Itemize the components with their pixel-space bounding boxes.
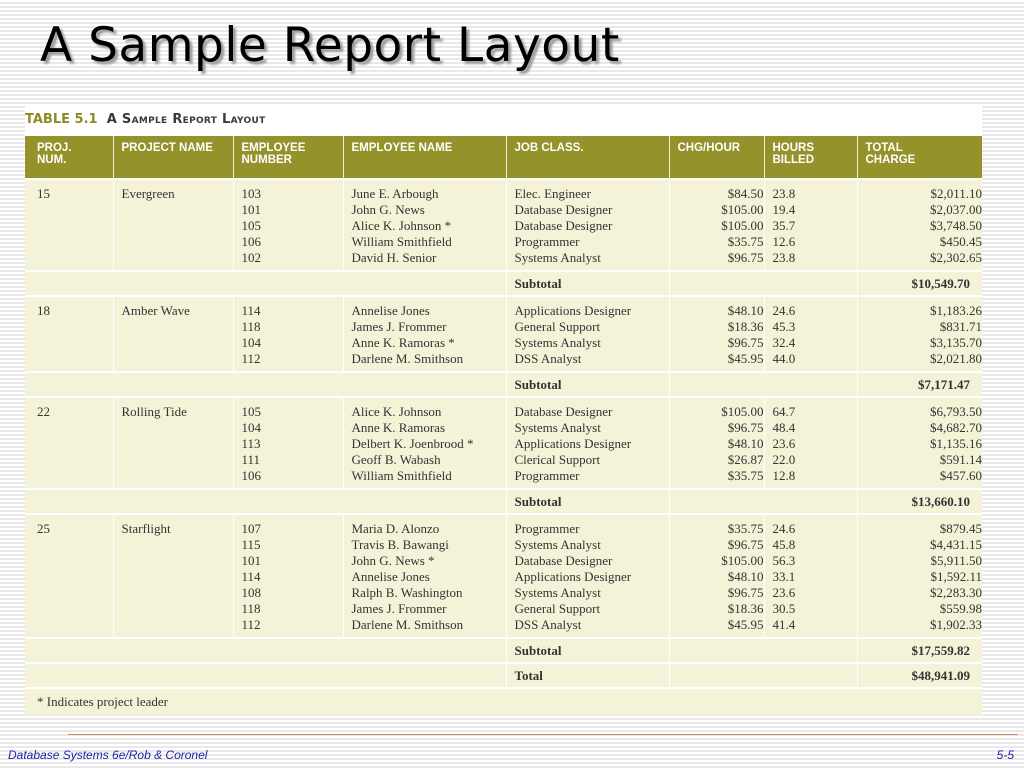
table-caption-label: TABLE 5.1 [25, 112, 98, 127]
hours-billed: 23.8 [772, 250, 796, 265]
project-name-cell [113, 397, 233, 489]
column-header-line: BILLED [772, 154, 815, 166]
job-class: Programmer [514, 521, 580, 536]
project-number-cell [25, 296, 113, 372]
charge-per-hour: $45.95 [727, 617, 764, 632]
employee-number: 106 [241, 468, 261, 483]
footer-divider [68, 734, 1018, 735]
subtotal-spacer [669, 489, 857, 514]
table-row [25, 397, 982, 489]
hours-billed: 56.3 [772, 553, 796, 568]
employee-name: Travis B. Bawangi [351, 537, 449, 552]
employee-name: Delbert K. Joenbrood * [351, 436, 474, 451]
report-table [25, 136, 982, 715]
employee-number: 106 [241, 234, 261, 249]
employee-name: David H. Senior [351, 250, 437, 265]
hours-billed: 30.5 [772, 601, 796, 616]
employee-name-cell [343, 179, 506, 271]
footnote-row [25, 688, 982, 715]
hours-billed: 44.0 [772, 351, 796, 366]
column-header [233, 136, 343, 179]
subtotal-value: $13,660.10 [857, 489, 982, 514]
hours-billed: 24.6 [772, 303, 796, 318]
charge-per-hour-cell [669, 514, 764, 638]
subtotal-spacer [25, 372, 506, 397]
job-class: Systems Analyst [514, 585, 601, 600]
employee-name: William Smithfield [351, 234, 452, 249]
total-charge: $450.45 [939, 234, 982, 249]
project-number: 22 [37, 404, 50, 419]
total-charge: $2,011.10 [930, 186, 982, 201]
charge-per-hour: $18.36 [727, 601, 764, 616]
employee-name: Alice K. Johnson * [351, 218, 452, 233]
subtotal-label: Subtotal [506, 638, 669, 663]
table-header [25, 136, 982, 179]
charge-per-hour: $35.75 [727, 521, 764, 536]
job-class-cell [506, 179, 669, 271]
total-charge-cell [857, 179, 982, 271]
charge-per-hour: $96.75 [727, 537, 764, 552]
charge-per-hour: $96.75 [727, 420, 764, 435]
job-class: Database Designer [514, 553, 613, 568]
charge-per-hour: $96.75 [727, 335, 764, 350]
footnote: * Indicates project leader [25, 688, 982, 715]
column-header-line: PROJECT NAME [121, 142, 213, 154]
job-class-cell [506, 397, 669, 489]
job-class: Systems Analyst [514, 420, 601, 435]
hours-billed: 19.4 [772, 202, 796, 217]
job-class: Database Designer [514, 202, 613, 217]
charge-per-hour: $18.36 [727, 319, 764, 334]
column-header-line: HOURS [772, 142, 815, 154]
charge-per-hour: $84.50 [727, 186, 764, 201]
column-header-line: CHARGE [865, 154, 916, 166]
grand-total-row [25, 663, 982, 688]
employee-name-cell [343, 514, 506, 638]
table-row [25, 296, 982, 372]
hours-billed: 23.8 [772, 186, 796, 201]
project-number: 25 [37, 521, 50, 536]
employee-name: Geoff B. Wabash [351, 452, 441, 467]
charge-per-hour: $48.10 [727, 436, 764, 451]
job-class-cell [506, 296, 669, 372]
employee-number: 113 [241, 436, 261, 451]
total-charge: $4,431.15 [930, 537, 982, 552]
hours-billed: 41.4 [772, 617, 796, 632]
hours-billed: 22.0 [772, 452, 796, 467]
column-header [764, 136, 857, 179]
column-header [343, 136, 506, 179]
job-class: Database Designer [514, 218, 613, 233]
job-class: Systems Analyst [514, 335, 601, 350]
total-charge-cell [857, 296, 982, 372]
total-charge: $879.45 [939, 521, 982, 536]
charge-per-hour: $45.95 [727, 351, 764, 366]
table-caption [25, 109, 266, 129]
subtotal-label: Subtotal [506, 372, 669, 397]
employee-number-cell [233, 296, 343, 372]
employee-number: 111 [241, 452, 261, 467]
employee-name: James J. Frommer [351, 601, 447, 616]
total-spacer [25, 663, 506, 688]
table-row [25, 179, 982, 271]
project-group [25, 397, 982, 514]
employee-number: 114 [241, 303, 261, 318]
subtotal-value: $7,171.47 [857, 372, 982, 397]
employee-name: Annelise Jones [351, 303, 430, 318]
total-charge: $1,902.33 [930, 617, 982, 632]
project-name-cell [113, 296, 233, 372]
employee-name: John G. News [351, 202, 425, 217]
project-group [25, 179, 982, 296]
employee-number: 105 [241, 218, 261, 233]
charge-per-hour: $96.75 [727, 585, 764, 600]
project-name-cell [113, 179, 233, 271]
job-class: Clerical Support [514, 452, 601, 467]
employee-name: Annelise Jones [351, 569, 430, 584]
charge-per-hour: $96.75 [727, 250, 764, 265]
charge-per-hour: $48.10 [727, 303, 764, 318]
project-number: 18 [37, 303, 50, 318]
project-name: Amber Wave [121, 303, 190, 318]
employee-number: 112 [241, 617, 261, 632]
job-class: DSS Analyst [514, 351, 582, 366]
column-header-line: NUMBER [241, 154, 292, 166]
job-class-cell [506, 514, 669, 638]
job-class: Elec. Engineer [514, 186, 592, 201]
project-name: Evergreen [121, 186, 175, 201]
employee-number: 118 [241, 319, 261, 334]
total-charge: $559.98 [939, 601, 982, 616]
charge-per-hour: $48.10 [727, 569, 764, 584]
charge-per-hour: $105.00 [721, 202, 764, 217]
employee-name: John G. News * [351, 553, 435, 568]
job-class: General Support [514, 319, 601, 334]
project-group [25, 296, 982, 397]
project-name-cell [113, 514, 233, 638]
project-number-cell [25, 514, 113, 638]
charge-per-hour-cell [669, 397, 764, 489]
subtotal-row [25, 372, 982, 397]
total-charge: $5,911.50 [930, 553, 982, 568]
project-number-cell [25, 179, 113, 271]
subtotal-row [25, 271, 982, 296]
employee-number: 108 [241, 585, 261, 600]
column-header [857, 136, 982, 179]
project-group [25, 514, 982, 715]
total-charge: $831.71 [939, 319, 982, 334]
employee-number-cell [233, 179, 343, 271]
employee-name: Alice K. Johnson [351, 404, 442, 419]
subtotal-spacer [669, 271, 857, 296]
total-charge: $3,135.70 [930, 335, 982, 350]
column-header-line: PROJ. [37, 142, 72, 154]
project-name: Rolling Tide [121, 404, 187, 419]
hours-billed: 23.6 [772, 436, 796, 451]
employee-number: 118 [241, 601, 261, 616]
column-header-line: JOB CLASS. [514, 142, 584, 154]
subtotal-value: $17,559.82 [857, 638, 982, 663]
column-header [113, 136, 233, 179]
employee-number: 104 [241, 420, 261, 435]
hours-billed: 32.4 [772, 335, 796, 350]
hours-billed: 12.8 [772, 468, 796, 483]
total-charge: $1,592.11 [930, 569, 982, 584]
employee-name: Anne K. Ramoras * [351, 335, 455, 350]
charge-per-hour-cell [669, 296, 764, 372]
employee-name: June E. Arbough [351, 186, 439, 201]
project-name: Starflight [121, 521, 171, 536]
hours-billed: 12.6 [772, 234, 796, 249]
job-class: Applications Designer [514, 436, 632, 451]
subtotal-spacer [25, 638, 506, 663]
hours-billed: 45.8 [772, 537, 796, 552]
subtotal-row [25, 638, 982, 663]
table-caption-title: A Sample Report Layout [106, 112, 266, 127]
charge-per-hour: $26.87 [727, 452, 764, 467]
total-charge: $1,183.26 [930, 303, 982, 318]
employee-number: 104 [241, 335, 261, 350]
job-class: Systems Analyst [514, 250, 601, 265]
job-class: Programmer [514, 468, 580, 483]
hours-billed-cell [764, 296, 857, 372]
footer-page-number: 5-5 [996, 748, 1014, 762]
column-header-line: NUM. [37, 154, 67, 166]
column-header [669, 136, 764, 179]
total-charge: $1,135.16 [930, 436, 982, 451]
subtotal-spacer [669, 638, 857, 663]
total-charge: $2,283.30 [930, 585, 982, 600]
total-charge: $591.14 [939, 452, 982, 467]
employee-number: 101 [241, 202, 261, 217]
employee-name: Maria D. Alonzo [351, 521, 440, 536]
employee-name: Ralph B. Washington [351, 585, 463, 600]
hours-billed: 35.7 [772, 218, 796, 233]
subtotal-spacer [669, 372, 857, 397]
employee-number: 107 [241, 521, 261, 536]
charge-per-hour: $105.00 [721, 553, 764, 568]
employee-name: William Smithfield [351, 468, 452, 483]
total-charge: $4,682.70 [930, 420, 982, 435]
employee-name: Anne K. Ramoras [351, 420, 446, 435]
subtotal-label: Subtotal [506, 271, 669, 296]
charge-per-hour: $105.00 [721, 404, 764, 419]
hours-billed-cell [764, 397, 857, 489]
grand-total-label: Total [506, 663, 669, 688]
job-class: Database Designer [514, 404, 613, 419]
total-charge-cell [857, 397, 982, 489]
column-header-line: TOTAL [865, 142, 903, 154]
header-row [25, 136, 982, 179]
hours-billed: 24.6 [772, 521, 796, 536]
hours-billed-cell [764, 514, 857, 638]
total-spacer [669, 663, 857, 688]
total-charge: $2,302.65 [930, 250, 982, 265]
hours-billed: 45.3 [772, 319, 796, 334]
employee-number-cell [233, 397, 343, 489]
employee-number-cell [233, 514, 343, 638]
employee-number: 112 [241, 351, 261, 366]
employee-name-cell [343, 296, 506, 372]
column-header [506, 136, 669, 179]
charge-per-hour: $105.00 [721, 218, 764, 233]
employee-number: 103 [241, 186, 261, 201]
hours-billed: 23.6 [772, 585, 796, 600]
total-charge: $2,021.80 [930, 351, 982, 366]
employee-number: 115 [241, 537, 261, 552]
hours-billed-cell [764, 179, 857, 271]
job-class: Systems Analyst [514, 537, 601, 552]
total-charge: $2,037.00 [930, 202, 982, 217]
job-class: Programmer [514, 234, 580, 249]
job-class: DSS Analyst [514, 617, 582, 632]
total-charge: $6,793.50 [930, 404, 982, 419]
hours-billed: 33.1 [772, 569, 796, 584]
column-header-line: EMPLOYEE NAME [351, 142, 453, 154]
employee-number: 102 [241, 250, 261, 265]
employee-name: James J. Frommer [351, 319, 447, 334]
footer-source: Database Systems 6e/Rob & Coronel [8, 748, 208, 762]
subtotal-spacer [25, 271, 506, 296]
employee-number: 101 [241, 553, 261, 568]
subtotal-spacer [25, 489, 506, 514]
subtotal-value: $10,549.70 [857, 271, 982, 296]
grand-total-value: $48,941.09 [857, 663, 982, 688]
project-number-cell [25, 397, 113, 489]
total-charge-cell [857, 514, 982, 638]
charge-per-hour-cell [669, 179, 764, 271]
total-charge: $3,748.50 [930, 218, 982, 233]
job-class: General Support [514, 601, 601, 616]
job-class: Applications Designer [514, 303, 632, 318]
column-header [25, 136, 113, 179]
total-charge: $457.60 [939, 468, 982, 483]
employee-number: 105 [241, 404, 261, 419]
slide-title: A Sample Report Layout [40, 18, 620, 73]
employee-name-cell [343, 397, 506, 489]
column-header-line: CHG/HOUR [677, 142, 741, 154]
hours-billed: 48.4 [772, 420, 796, 435]
employee-name: Darlene M. Smithson [351, 617, 464, 632]
employee-number: 114 [241, 569, 261, 584]
job-class: Applications Designer [514, 569, 632, 584]
employee-name: Darlene M. Smithson [351, 351, 464, 366]
column-header-line: EMPLOYEE [241, 142, 306, 154]
subtotal-row [25, 489, 982, 514]
subtotal-label: Subtotal [506, 489, 669, 514]
report-table-panel [25, 104, 982, 709]
project-number: 15 [37, 186, 50, 201]
table-row [25, 514, 982, 638]
charge-per-hour: $35.75 [727, 468, 764, 483]
charge-per-hour: $35.75 [727, 234, 764, 249]
hours-billed: 64.7 [772, 404, 796, 419]
